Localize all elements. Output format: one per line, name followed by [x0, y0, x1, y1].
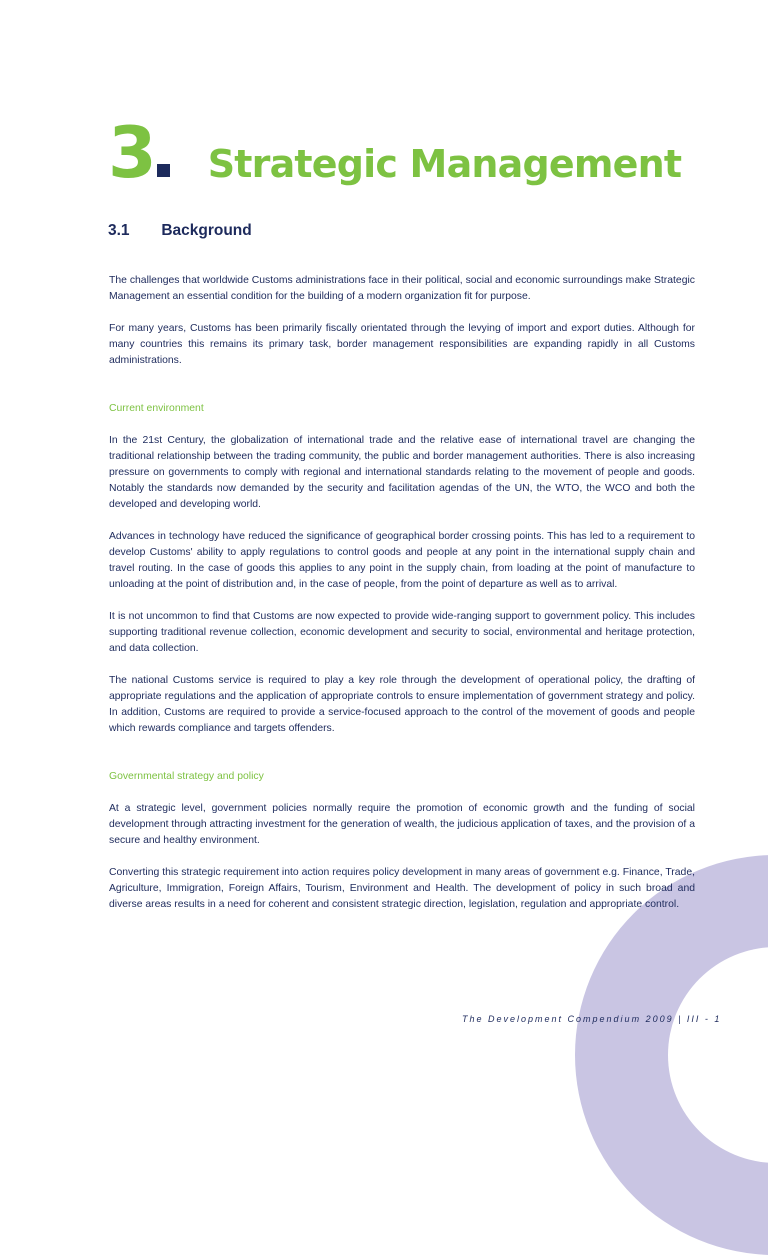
page-footer: The Development Compendium 2009 | III - 1	[462, 1014, 722, 1024]
section-title: Background	[161, 222, 252, 239]
paragraph: The national Customs service is required to play a key role through the development of operational policy, the drafting of appropriate regulations and the application of appropriate controls to ensure implementation of government strategy and policy. In addition, Customs are required to provide a service-focused approach to the control of the movement of goods and people which rewards compliance and targets offenders.	[109, 675, 695, 734]
paragraph: For many years, Customs has been primarily fiscally orientated through the levying of import and export duties. Although for many countries this remains its primary task, border management responsibilities are expanding rapidly in all Customs administrations.	[109, 323, 695, 366]
paragraph: Advances in technology have reduced the significance of geographical border crossing points. This has led to a requirement to develop Customs' ability to apply regulations to control goods and people at any point in the international supply chain and travel routing. In the case of goods this applies to any point in the supply chain, from loading at the point of manufacture to unloading at the point of distribution and, in the case of people, from the point of departure as well as to arrival.	[109, 531, 695, 590]
subheading-current-environment: Current environment	[109, 403, 204, 414]
section-heading	[108, 222, 252, 240]
body-text	[109, 273, 695, 929]
chapter-square-bullet	[157, 164, 170, 177]
paragraph: At a strategic level, government policies normally require the promotion of economic growth and the funding of social development through attracting investment for the generation of wealth, the judicious application of taxes, and the provision of a secure and healthy environment.	[109, 803, 695, 846]
paragraph: In the 21st Century, the globalization of international trade and the relative ease of international travel are changing the traditional relationship between the trading community, the public and border management authorities. There is also increasing pressure on governments to comply with regional and international standards relating to the movement of people and goods. Notably the standards now demanded by the security and facilitation agendas of the UN, the WTO, the WCO and both the developed and developing world.	[109, 435, 695, 510]
section-number: 3.1	[108, 222, 130, 239]
chapter-heading	[108, 112, 682, 194]
paragraph: The challenges that worldwide Customs administrations face in their political, social and economic surroundings make Strategic Management an essential condition for the building of a modern organization fit for purpose.	[109, 275, 695, 302]
subheading-governmental-strategy: Governmental strategy and policy	[109, 771, 264, 782]
paragraph: Converting this strategic requirement into action requires policy development in many areas of government e.g. Finance, Trade, Agriculture, Immigration, Foreign Affairs, Tourism, Environment and Health. The development of policy in such broad and diverse areas results in a need for coherent and consistent strategic direction, legislation, regulation and appropriate control.	[109, 867, 695, 910]
paragraph: It is not uncommon to find that Customs are now expected to provide wide-ranging support to government policy. This includes supporting traditional revenue collection, economic development and security to social, environmental and heritage protection, and data collection.	[109, 611, 695, 654]
chapter-number: 3	[108, 112, 155, 194]
chapter-title: Strategic Management	[207, 142, 682, 186]
